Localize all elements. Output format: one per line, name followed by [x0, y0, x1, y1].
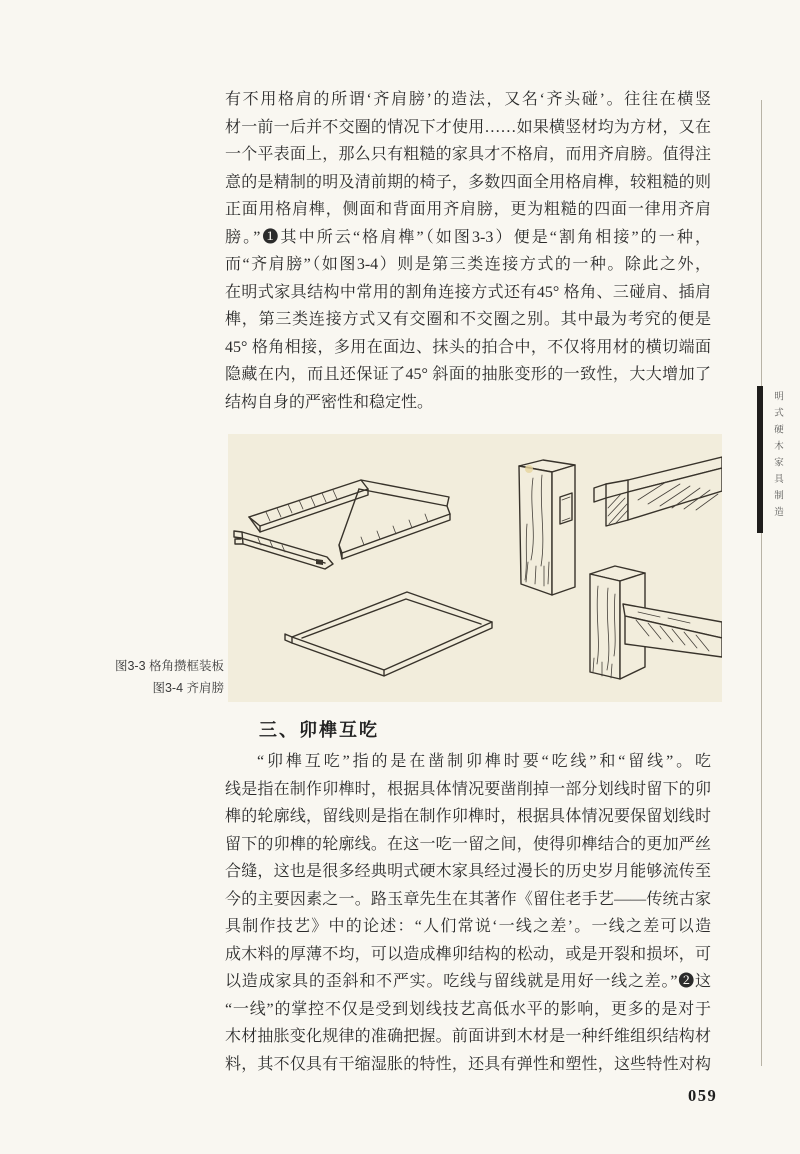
paragraph-line: 今的主要因素之一。路玉章先生在其著作《留住老手艺——传统古家	[225, 890, 711, 908]
paragraph-line: “一线”的掌控不仅是受到划线技艺高低水平的影响，更多的是对于	[225, 1000, 711, 1018]
paragraph-line: 具制作技艺》中的论述：“人们常说‘一线之差’。一线之差可以造	[225, 918, 711, 935]
paragraph-line: 一个平表面上，那么只有粗糙的家具才不格肩，而用齐肩膀。值得注	[225, 146, 711, 163]
paragraph-line: 料，其不仅具有干缩湿胀的特性，还具有弹性和塑性，这些特性对构	[225, 1055, 711, 1073]
page-number: 059	[688, 1086, 718, 1105]
paragraph-line: 隐藏在内，而且还保证了45° 斜面的抽胀变形的一致性，大大增加了	[225, 366, 711, 383]
joinery-line-drawing	[228, 434, 722, 702]
margin-bar	[757, 386, 763, 533]
paragraph-line: 合缝，这也是很多经典明式硬木家具经过漫长的历史岁月能够流传至	[225, 863, 711, 880]
paragraph-line: 而“齐肩膀”（如图3-4）则是第三类连接方式的一种。除此之外，	[225, 256, 711, 273]
figure-caption-3-4: 图3-4 齐肩膀	[152, 681, 224, 695]
post-with-mortise-sketch	[519, 460, 575, 595]
paragraph-line: 线是指在制作卯榫时，根据具体情况要凿削掉一部分划线时留下的卯	[225, 780, 711, 798]
paragraph-line: 膀。”❶其中所云“格肩榫”（如图3-3）便是“割角相接”的一种，	[225, 228, 711, 246]
margin-rule	[761, 100, 762, 1066]
paragraph-line: 材一前一后并不交圈的情况下才使用……如果横竖材均为方材，又在	[225, 118, 711, 136]
flush-shoulder-joint-sketch	[590, 566, 722, 679]
section-heading: 三、卯榫互吃	[259, 720, 379, 740]
paragraph-line: 正面用格肩榫，侧面和背面用齐肩膀，更为粗糙的四面一律用齐肩	[225, 201, 711, 218]
paragraph-1	[225, 86, 711, 416]
paragraph-line: 有不用格肩的所谓‘齐肩膀’的造法，又名‘齐头碰’。往往在横竖	[225, 91, 711, 108]
paragraph-line: 木材抽胀变化规律的准确把握。前面讲到木材是一种纤维组织结构材	[225, 1028, 711, 1045]
paragraph-2	[225, 748, 711, 1078]
rail-with-tenon-sketch	[594, 457, 722, 526]
figure-captions	[40, 655, 224, 699]
panel-board-sketch	[285, 592, 492, 676]
mitred-frame-sketch	[234, 480, 450, 569]
paragraph-line: 意的是精制的明及清前期的椅子，多数四面全用格肩榫，较粗糙的则	[225, 173, 711, 191]
figure-caption-3-3: 图3-3 格角攒框装板	[114, 659, 224, 673]
paragraph-line: 以造成家具的歪斜和不严实。吃线与留线就是用好一线之差。”❷这	[225, 973, 711, 990]
paragraph-line: 45° 格角相接，多用在面边、抹头的拍合中，不仅将用材的横切端面	[225, 338, 711, 356]
book-title-vertical: 明式硬木家具制造	[772, 391, 783, 523]
paragraph-line: 榫，第三类连接方式又有交圈和不交圈之别。其中最为考究的便是	[225, 311, 711, 328]
paragraph-line: 榫的轮廓线，留线则是指在制作卯榫时，根据具体情况要保留划线时	[225, 808, 711, 825]
paragraph-line: “卯榫互吃”指的是在凿制卯榫时要“吃线”和“留线”。吃	[257, 753, 711, 770]
paragraph-line: 在明式家具结构中常用的割角连接方式还有45° 格角、三碰肩、插肩	[225, 283, 711, 301]
figure-3-3-and-3-4	[228, 434, 722, 702]
paragraph-line: 成木料的厚薄不均，可以造成榫卯结构的松动，或是开裂和损坏，可	[225, 945, 711, 963]
paragraph-line: 结构自身的严密性和稳定性。	[225, 393, 434, 411]
paragraph-line: 留下的卯榫的轮廓线。在这一吃一留之间，使得卯榫结合的更加严丝	[225, 835, 711, 853]
